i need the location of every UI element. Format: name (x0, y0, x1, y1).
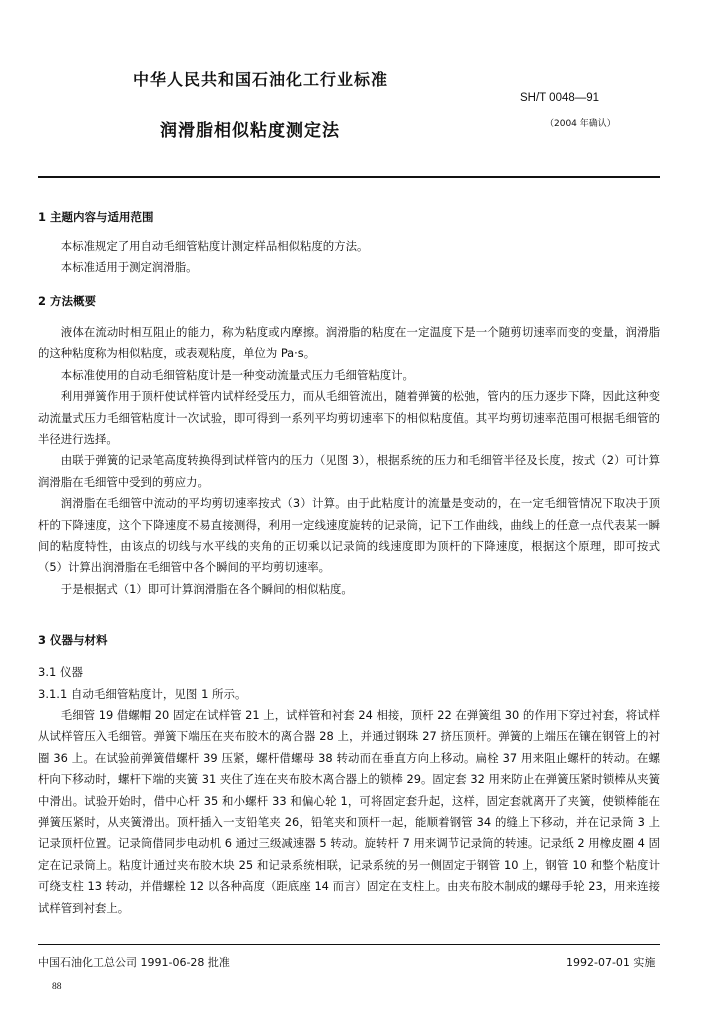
issuing-body: 中华人民共和国石油化工行业标准 (133, 70, 389, 89)
subsection-3-1: 3.1 仪器 (38, 665, 83, 679)
confirmation-note: （2004 年确认） (545, 119, 616, 129)
paragraph: 本标准使用的自动毛细管粘度计是一种变动流量式压力毛细管粘度计。 (60, 367, 414, 382)
section-2-heading: 2 方法概要 (38, 294, 97, 308)
section-3-heading: 3 仪器与材料 (38, 633, 108, 647)
subsection-3-1-1: 3.1.1 自动毛细管粘度计，见图 1 所示。 (38, 687, 247, 701)
section-1-heading: 1 主题内容与适用范围 (38, 210, 154, 224)
paragraph: 本标准适用于测定润滑脂。 (60, 260, 198, 275)
standard-code: SH/T 0048—91 (520, 92, 600, 104)
section-2-body (38, 322, 660, 600)
section-1-body (38, 236, 660, 279)
paragraph: 液体在流动时相互阻止的能力，称为粘度或内摩擦。润滑脂的粘度在一定温度下是一个随剪切速率而变的变量，润滑脂的这种粘度称为相似粘度，或表观粘度，单位为 Pa·s。 (38, 325, 660, 361)
page-number: 88 (52, 982, 62, 992)
paragraph: 由联于弹簧的记录笔高度转换得到试样管内的压力（见图 3），根据系统的压力和毛细管半径及长度，按式（2）可计算润滑脂在毛细管中受到的剪应力。 (38, 453, 660, 489)
paragraph: 利用弹簧作用于顶杆使试样管内试样经受压力，而从毛细管流出，随着弹簧的松弛，管内的压力逐步下降，因此这种变动流量式压力毛细管粘度计一次试验，即可得到一系列平均剪切速率下的相似粘度值。其平均剪切速率范围可根据毛细管的半径进行选择。 (38, 389, 660, 447)
effective-date: 1992-07-01 实施 (566, 956, 656, 969)
approval-line: 中国石油化工总公司 1991-06-28 批准 (38, 956, 230, 969)
header-rule (38, 176, 660, 178)
footer-rule (38, 944, 660, 945)
section-3-body (38, 705, 660, 919)
paragraph: 毛细管 19 借螺帽 20 固定在试样管 21 上，试样管和衬套 24 相接，顶杆 22 在弹簧组 30 的作用下穿过衬套，将试样从试样管压入毛细管。弹簧下端压在夹布胶木的离合器 28 上，并通过钢珠 27 挤压顶杆。弹簧的上端压在镶在钢管上的衬圈 36 上。在试验前弹簧借螺杆 39 压紧，螺杆借螺母 38 转动而在垂直方向上移动。扁栓 37 用来阻止螺杆的转动。在螺杆向下移动时，螺杆下端的夹簧 31 夹住了连在夹布胶木离合器上的锁棒 29。固定套 32 用来防止在弹簧压紧时锁棒从夹簧中滑出。试验开始时，借中心杆 35 和小螺杆 33 和偏心轮 1，可将固定套升起，这样，固定套就离开了夹簧，使锁棒能在弹簧压紧时，从夹簧滑出。顶杆插入一支铅笔夹 26，铅笔夹和顶杆一起，能顺着钢管 34 的缝上下移动，并在记录筒 3 上记录顶杆位置。记录筒借同步电动机 6 通过三级减速器 5 转动。旋转杆 7 用来调节记录筒的转速。记录纸 2 用橡皮圈 4 固定在记录筒上。粘度计通过夹布胶木块 25 和记录系统相联，记录系统的另一侧固定于钢管 10 上，钢管 10 和整个粘度计可绕支柱 13 转动，并借螺栓 12 以各种高度（距底座 14 而言）固定在支柱上。由夹布胶木制成的螺母手轮 23，用来连接试样管到衬套上。 (38, 708, 660, 915)
document-title: 润滑脂相似粘度测定法 (160, 121, 340, 141)
paragraph: 本标准规定了用自动毛细管粘度计测定样品相似粘度的方法。 (60, 239, 369, 253)
paragraph: 于是根据式（1）即可计算润滑脂在各个瞬间的相似粘度。 (60, 581, 353, 596)
paragraph: 润滑脂在毛细管中流动的平均剪切速率按式（3）计算。由于此粘度计的流量是变动的，在一定毛细管情况下取决于顶杆的下降速度，这个下降速度不易直接测得，利用一定线速度旋转的记录筒，记下工作曲线，曲线上的任意一点代表某一瞬间的粘度特性，由该点的切线与水平线的夹角的正切乘以记录筒的线速度即为顶杆的下降速度，根据这个原理，即可按式（5）计算出润滑脂在毛细管中各个瞬间的平均剪切速率。 (38, 496, 660, 575)
